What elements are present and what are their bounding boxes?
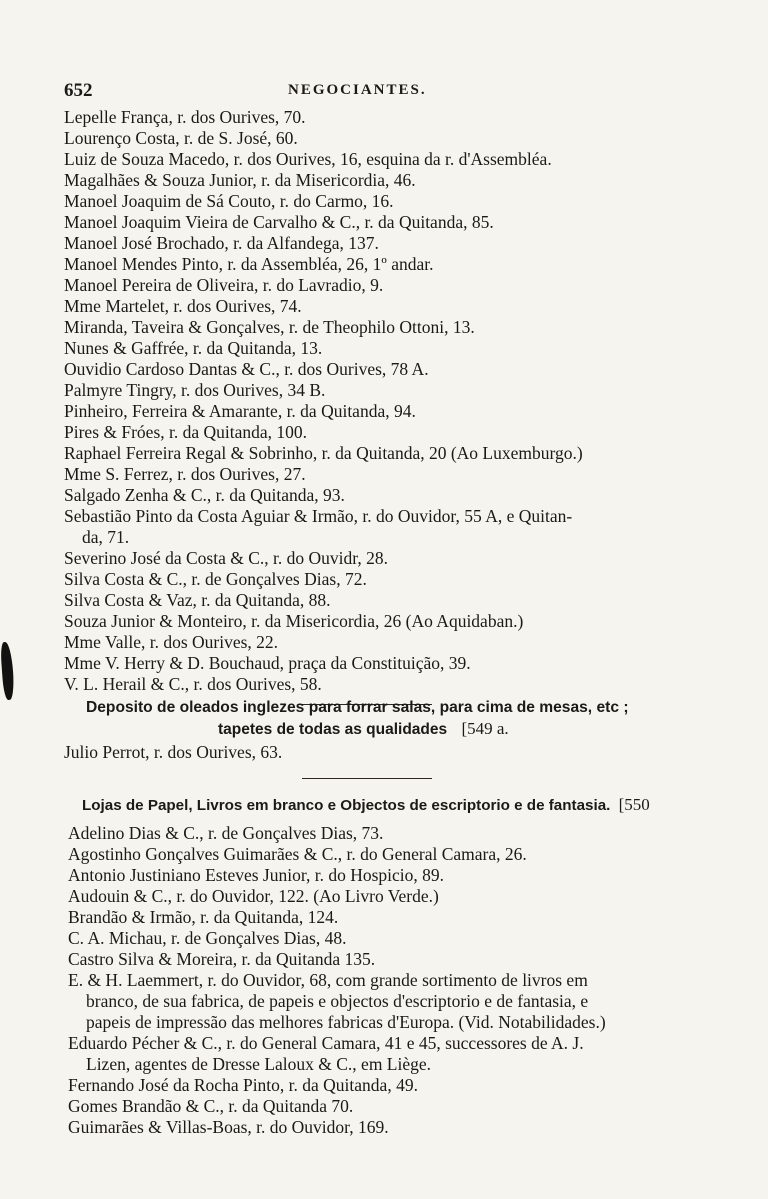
list-item: Sebastião Pinto da Costa Aguiar & Irmão, r. do Ouvidor, 55 A, e Quitan-: [64, 506, 573, 526]
list-item: Pinheiro, Ferreira & Amarante, r. da Quitanda, 94.: [64, 401, 416, 421]
list-item: V. L. Herail & C., r. dos Ourives, 58.: [64, 674, 322, 694]
list-item: Miranda, Taveira & Gonçalves, r. de Theophilo Ottoni, 13.: [64, 317, 475, 337]
list-item: Audouin & C., r. do Ouvidor, 122. (Ao Livro Verde.): [68, 886, 439, 906]
list-item: Agostinho Gonçalves Guimarães & C., r. do General Camara, 26.: [68, 844, 527, 864]
section-heading: Deposito de oleados inglezes para forrar salas, para cima de mesas, etc ;: [86, 699, 629, 716]
list-item: Silva Costa & Vaz, r. da Quitanda, 88.: [64, 590, 331, 610]
page-header: [64, 80, 664, 104]
section-heading: [82, 794, 650, 817]
list-item-continuation: Lizen, agentes de Dresse Laloux & C., em Liège.: [86, 1054, 432, 1074]
list-item: Mme Martelet, r. dos Ourives, 74.: [64, 296, 302, 316]
list-item: Manoel Joaquim de Sá Couto, r. do Carmo, 16.: [64, 191, 394, 211]
list-item: Magalhães & Souza Junior, r. da Misericordia, 46.: [64, 170, 416, 190]
list-item: Brandão & Irmão, r. da Quitanda, 124.: [68, 907, 339, 927]
list-item: Manoel Pereira de Oliveira, r. do Lavradio, 9.: [64, 275, 384, 295]
list-item: Manoel Joaquim Vieira de Carvalho & C., r. da Quitanda, 85.: [64, 212, 494, 232]
section-divider: [302, 778, 432, 779]
list-item: Souza Junior & Monteiro, r. da Misericordia, 26 (Ao Aquidaban.): [64, 611, 524, 631]
list-item: Manoel José Brochado, r. da Alfandega, 137.: [64, 233, 379, 253]
section-heading-line2: [218, 718, 509, 741]
list-item: Antonio Justiniano Esteves Junior, r. do Hospicio, 89.: [68, 865, 445, 885]
page-title: NEGOCIANTES.: [288, 82, 427, 98]
list-item: Mme V. Herry & D. Bouchaud, praça da Constituição, 39.: [64, 653, 471, 673]
margin-ink-blot: [0, 642, 15, 701]
list-item: Mme Valle, r. dos Ourives, 22.: [64, 632, 279, 652]
list-item: Castro Silva & Moreira, r. da Quitanda 135.: [68, 949, 376, 969]
list-item-continuation: papeis de impressão das melhores fabricas d'Europa. (Vid. Notabilidades.): [86, 1012, 606, 1032]
page-number: 652: [64, 80, 93, 101]
list-item: Palmyre Tingry, r. dos Ourives, 34 B.: [64, 380, 326, 400]
list-item-continuation: da, 71.: [82, 527, 130, 547]
section-reference: [550: [618, 795, 650, 814]
list-item: Ouvidio Cardoso Dantas & C., r. dos Ourives, 78 A.: [64, 359, 429, 379]
section-heading-text: tapetes de todas as qualidades: [218, 721, 448, 738]
list-item: Nunes & Gaffrée, r. da Quitanda, 13.: [64, 338, 323, 358]
section-heading-text: Lojas de Papel, Livros em branco e Objectos de escriptorio e de fantasia.: [82, 797, 611, 814]
list-item: Raphael Ferreira Regal & Sobrinho, r. da Quitanda, 20 (Ao Luxemburgo.): [64, 443, 583, 463]
list-item: Pires & Fróes, r. da Quitanda, 100.: [64, 422, 308, 442]
list-item: Silva Costa & C., r. de Gonçalves Dias, 72.: [64, 569, 367, 589]
list-item: Gomes Brandão & C., r. da Quitanda 70.: [68, 1096, 354, 1116]
list-item: C. A. Michau, r. de Gonçalves Dias, 48.: [68, 928, 347, 948]
list-item: Guimarães & Villas-Boas, r. do Ouvidor, 169.: [68, 1117, 389, 1137]
list-item: Manoel Mendes Pinto, r. da Assembléa, 26, 1º andar.: [64, 254, 434, 274]
list-item: Mme S. Ferrez, r. dos Ourives, 27.: [64, 464, 306, 484]
list-item-continuation: branco, de sua fabrica, de papeis e objectos d'escriptorio e de fantasia, e: [86, 991, 589, 1011]
section-reference: [549 a.: [461, 719, 509, 738]
list-item: Julio Perrot, r. dos Ourives, 63.: [64, 742, 283, 762]
list-item: Salgado Zenha & C., r. da Quitanda, 93.: [64, 485, 345, 505]
list-item: Lourenço Costa, r. de S. José, 60.: [64, 128, 298, 148]
list-item: Adelino Dias & C., r. de Gonçalves Dias, 73.: [68, 823, 384, 843]
list-item: Lepelle França, r. dos Ourives, 70.: [64, 107, 306, 127]
list-item: Fernando José da Rocha Pinto, r. da Quitanda, 49.: [68, 1075, 418, 1095]
list-item: Eduardo Pécher & C., r. do General Camara, 41 e 45, successores de A. J.: [68, 1033, 584, 1053]
list-item: E. & H. Laemmert, r. do Ouvidor, 68, com grande sortimento de livros em: [68, 970, 588, 990]
list-item: Severino José da Costa & C., r. do Ouvidr, 28.: [64, 548, 388, 568]
list-item: Luiz de Souza Macedo, r. dos Ourives, 16, esquina da r. d'Assembléa.: [64, 149, 552, 169]
